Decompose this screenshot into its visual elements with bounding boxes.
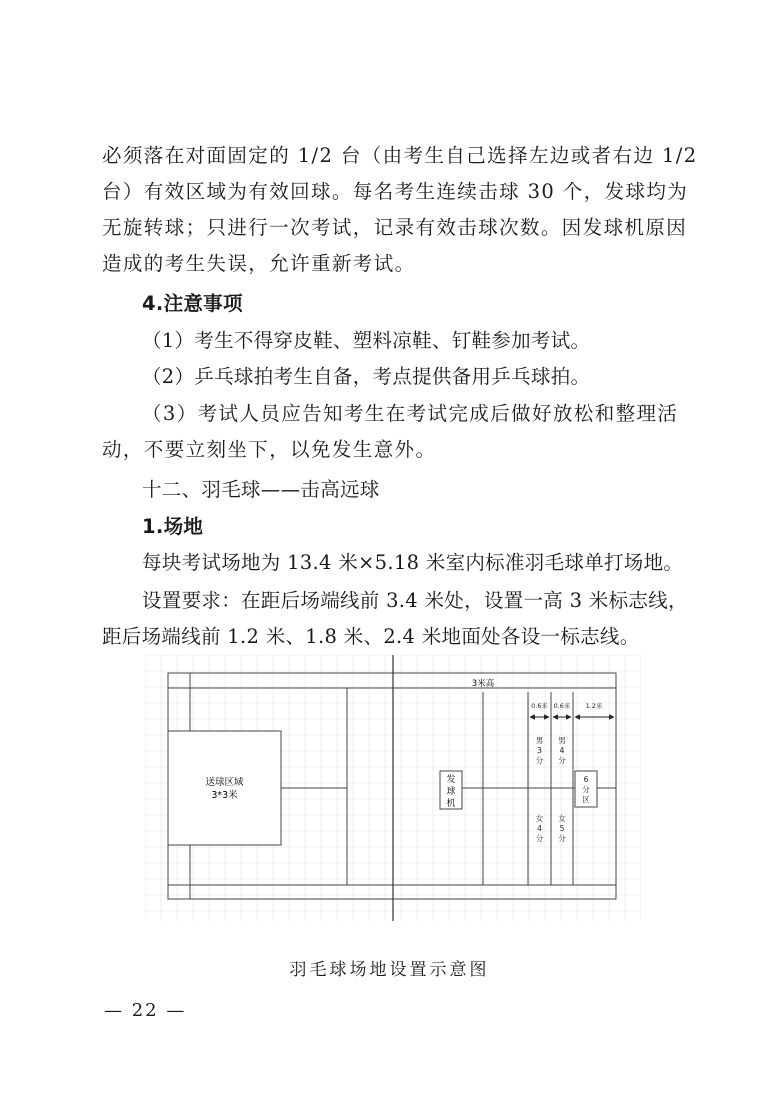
- paragraph-line: 距后场端线前 1.2 米、1.8 米、2.4 米地面处各设一标志线。: [102, 625, 640, 648]
- male-3-label: 分: [535, 756, 544, 765]
- paragraph-line: 台）有效区域为有效回球。每名考生连续击球 30 个，发球均为: [102, 180, 689, 203]
- serve-zone: [168, 731, 281, 845]
- zone-6-label: 分: [582, 785, 590, 794]
- female-5-label: 女: [558, 814, 566, 823]
- paragraph-line: 必须落在对面固定的 1/2 台（由考生自己选择左边或者右边 1/2: [102, 144, 698, 167]
- female-4-label: 4: [537, 824, 542, 833]
- female-5-label: 5: [559, 824, 565, 833]
- height-label: [472, 678, 495, 689]
- female-5-label: 分: [558, 834, 566, 843]
- svg-text:3米高: 3米高: [471, 679, 495, 689]
- dim-label: 0.6米: [531, 702, 548, 710]
- male-3-label: 男: [535, 736, 544, 745]
- machine-char: 机: [446, 799, 456, 809]
- male-4-label: 4: [559, 746, 565, 755]
- male-3-label: 3: [537, 746, 542, 755]
- serving-machine: [440, 771, 462, 809]
- note-item: （1）考生不得穿皮鞋、塑料凉鞋、钉鞋参加考试。: [142, 329, 591, 352]
- badminton-court-diagram: [145, 655, 641, 921]
- zone-6-label: 区: [582, 795, 590, 804]
- paragraph-line: 每块考试场地为 13.4 米×5.18 米室内标准羽毛球单打场地。: [142, 551, 684, 574]
- figure-caption: 羽毛球场地设置示意图: [289, 960, 490, 980]
- serve-zone-size: 3*3米: [211, 790, 238, 801]
- paragraph-line: 无旋转球；只进行一次考试，记录有效击球次数。因发球机原因: [102, 216, 688, 239]
- note-item: （2）乒乓球拍考生自备，考点提供备用乒乓球拍。: [142, 365, 591, 388]
- dimension-labels: [531, 701, 603, 710]
- male-4-label: 分: [558, 756, 566, 765]
- section-title: 十二、羽毛球——击高远球: [142, 478, 380, 501]
- note-item: （3）考试人员应告知考生在考试完成后做好放松和整理活: [142, 402, 679, 425]
- machine-char: 发: [446, 775, 456, 785]
- note-item-continued: 动，不要立刻坐下，以免发生意外。: [102, 438, 437, 461]
- heading-notes: 4.注意事项: [142, 292, 243, 315]
- serve-zone-label: 送球区域: [205, 777, 244, 788]
- dim-label: 1.2米: [585, 702, 603, 710]
- female-4-label: 分: [535, 834, 544, 843]
- paragraph-line: 造成的考生失误，允许重新考试。: [102, 252, 416, 275]
- page-number: — 22 —: [104, 1000, 187, 1021]
- paragraph-line: 设置要求：在距后场端线前 3.4 米处，设置一高 3 米标志线，: [142, 589, 688, 612]
- dim-label: 0.6米: [553, 702, 571, 710]
- machine-char: 球: [446, 787, 456, 797]
- heading-venue: 1.场地: [142, 515, 204, 538]
- female-4-label: 女: [535, 814, 544, 823]
- male-4-label: 男: [558, 736, 566, 745]
- zone-6-box: [575, 771, 597, 807]
- zone-6-label: 6: [583, 775, 589, 784]
